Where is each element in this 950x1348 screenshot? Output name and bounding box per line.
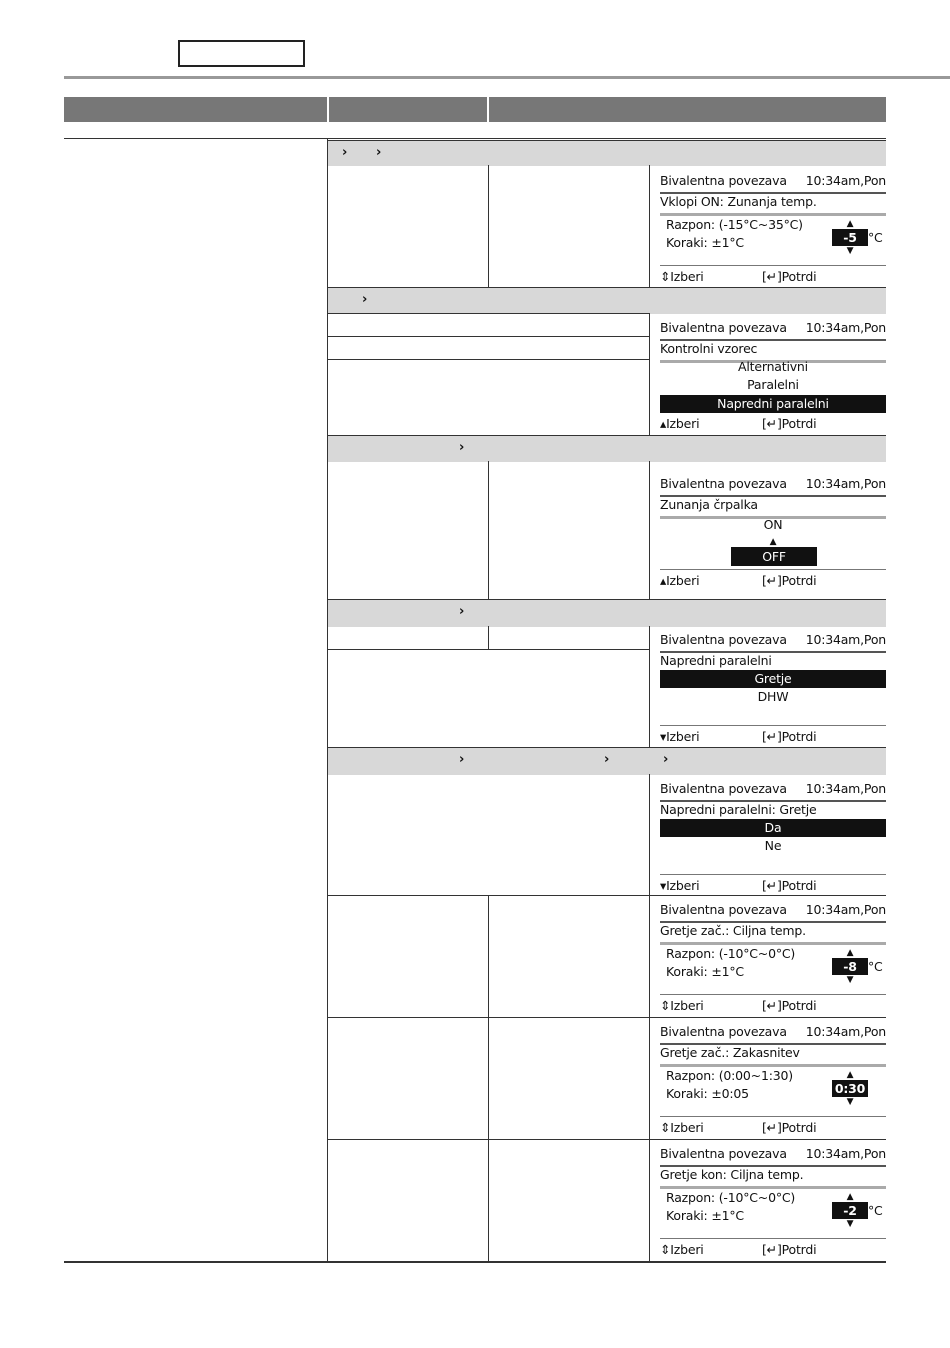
section-band-5: [328, 747, 886, 775]
screen-footer: [660, 265, 886, 286]
screen-subtitle: Gretje kon: Ciljna temp.: [660, 1165, 886, 1189]
option-item: Ne: [764, 838, 782, 853]
screen-title: Bivalentna povezava: [660, 902, 787, 917]
screen-header: [660, 1145, 886, 1167]
select-hint: ⇕Izberi: [660, 1120, 704, 1135]
screen-title: Bivalentna povezava: [660, 476, 787, 491]
confirm-hint: [↵]Potrdi: [762, 1242, 817, 1257]
col-divider: [649, 313, 650, 435]
screen-time: 10:34am,Pon: [805, 173, 886, 188]
section-band-4: [328, 599, 886, 627]
screen-footer: [660, 1116, 886, 1137]
screen-subtitle: Vklopi ON: Zunanja temp.: [660, 192, 886, 216]
screen-subtitle: Zunanja črpalka: [660, 495, 886, 519]
table-header-divider-2: [487, 97, 489, 122]
chevron-right-icon: ›: [459, 604, 465, 619]
unit-label: °C: [868, 1203, 883, 1218]
table-header-bar: [64, 97, 886, 122]
down-arrow-icon: ▼: [846, 1097, 854, 1107]
option-item: Alternativni: [738, 359, 808, 374]
screen-title: Bivalentna povezava: [660, 781, 787, 796]
screen-time: 10:34am,Pon: [805, 632, 886, 647]
option-item: ON: [763, 517, 783, 532]
header-label-box: [178, 40, 305, 67]
option-item-selected: Gretje: [660, 670, 886, 688]
lcd-screen-control-pattern: [660, 319, 886, 433]
select-hint: ⇕Izberi: [660, 269, 704, 284]
chevron-right-icon: ›: [342, 145, 348, 160]
down-arrow-icon: ▼: [846, 975, 854, 985]
screen-header: [660, 172, 886, 194]
unit-label: °C: [868, 959, 883, 974]
chevron-right-icon: ›: [362, 292, 368, 307]
lcd-screen-heating-start-delay: [660, 1023, 886, 1135]
option-item-selected: Da: [660, 819, 886, 837]
option-item: Paralelni: [747, 377, 799, 392]
up-arrow-icon: ▲: [846, 219, 854, 229]
table-top-rule: [64, 138, 886, 139]
screen-subtitle: Kontrolni vzorec: [660, 339, 886, 363]
confirm-hint: [↵]Potrdi: [762, 573, 817, 588]
range-text: Razpon: (-15°C~35°C): [666, 217, 803, 232]
screen-time: 10:34am,Pon: [805, 902, 886, 917]
lcd-screen-adv-parallel-heating: [660, 780, 886, 892]
unit-label: °C: [868, 230, 883, 245]
up-arrow-icon: ▲: [769, 537, 777, 547]
row-rule: [328, 1139, 886, 1140]
screen-time: 10:34am,Pon: [805, 1146, 886, 1161]
step-text: Koraki: ±1°C: [666, 1208, 744, 1223]
lcd-screen-outdoor-temp: [660, 172, 886, 284]
chevron-right-icon: ›: [376, 145, 382, 160]
value-box: -8: [832, 958, 868, 975]
screen-title: Bivalentna povezava: [660, 1146, 787, 1161]
screen-subtitle: Napredni paralelni: Gretje: [660, 800, 886, 824]
lcd-screen-external-pump: [660, 475, 886, 589]
lcd-screen-heating-end-target: [660, 1145, 886, 1257]
col-divider: [488, 461, 489, 599]
step-text: Koraki: ±0:05: [666, 1086, 749, 1101]
screen-time: 10:34am,Pon: [805, 320, 886, 335]
section-band-2: [328, 287, 886, 314]
confirm-hint: [↵]Potrdi: [762, 998, 817, 1013]
up-arrow-icon: ▲: [846, 948, 854, 958]
select-hint: ▾Izberi: [660, 729, 700, 744]
chevron-right-icon: ›: [459, 440, 465, 455]
step-text: Koraki: ±1°C: [666, 964, 744, 979]
screen-time: 10:34am,Pon: [805, 1024, 886, 1039]
select-hint: ▾Izberi: [660, 878, 700, 893]
screen-header: [660, 475, 886, 497]
screen-footer: [660, 1238, 886, 1259]
value-box: -5: [832, 229, 868, 246]
col-divider: [649, 626, 650, 747]
range-text: Razpon: (0:00~1:30): [666, 1068, 793, 1083]
confirm-hint: [↵]Potrdi: [762, 729, 817, 744]
screen-footer: [660, 569, 886, 590]
top-rule: [64, 76, 950, 79]
value-box: -2: [832, 1202, 868, 1219]
chevron-right-icon: ›: [663, 752, 669, 767]
chevron-right-icon: ›: [459, 752, 465, 767]
row-rule: [328, 336, 650, 337]
row-rule: [328, 313, 650, 314]
confirm-hint: [↵]Potrdi: [762, 416, 817, 431]
confirm-hint: [↵]Potrdi: [762, 1120, 817, 1135]
screen-header: [660, 1023, 886, 1045]
row-rule: [328, 649, 650, 650]
select-hint: ▴Izberi: [660, 416, 700, 431]
col-divider: [488, 165, 489, 287]
screen-subtitle: Gretje zač.: Ciljna temp.: [660, 921, 886, 945]
value-box: 0:30: [832, 1080, 868, 1097]
screen-header: [660, 319, 886, 341]
row-rule: [328, 1017, 886, 1018]
confirm-hint: [↵]Potrdi: [762, 878, 817, 893]
lcd-screen-advanced-parallel: [660, 631, 886, 745]
select-hint: ▴Izberi: [660, 573, 700, 588]
step-text: Koraki: ±1°C: [666, 235, 744, 250]
lcd-screen-heating-start-target: [660, 901, 886, 1013]
screen-subtitle: Napredni paralelni: [660, 651, 886, 675]
col-divider: [649, 461, 650, 599]
range-text: Razpon: (-10°C~0°C): [666, 946, 796, 961]
confirm-hint: [↵]Potrdi: [762, 269, 817, 284]
screen-header: [660, 901, 886, 923]
screen-header: [660, 780, 886, 802]
screen-footer: [660, 994, 886, 1015]
option-item: DHW: [757, 689, 789, 704]
screen-subtitle: Gretje zač.: Zakasnitev: [660, 1043, 886, 1067]
select-hint: ⇕Izberi: [660, 998, 704, 1013]
chevron-right-icon: ›: [604, 752, 610, 767]
screen-time: 10:34am,Pon: [805, 781, 886, 796]
option-item-selected: OFF: [731, 547, 817, 566]
screen-time: 10:34am,Pon: [805, 476, 886, 491]
select-hint: ⇕Izberi: [660, 1242, 704, 1257]
col-divider: [649, 774, 650, 1261]
up-arrow-icon: ▲: [846, 1192, 854, 1202]
section-band-1: [328, 140, 886, 166]
down-arrow-icon: ▼: [846, 246, 854, 256]
screen-title: Bivalentna povezava: [660, 173, 787, 188]
screen-title: Bivalentna povezava: [660, 1024, 787, 1039]
col-divider: [488, 626, 489, 649]
col-divider: [488, 895, 489, 1261]
section-band-3: [328, 435, 886, 462]
up-arrow-icon: ▲: [846, 1070, 854, 1080]
table-header-divider-1: [327, 97, 329, 122]
range-text: Razpon: (-10°C~0°C): [666, 1190, 796, 1205]
screen-header: [660, 631, 886, 653]
screen-footer: [660, 413, 886, 433]
screen-title: Bivalentna povezava: [660, 632, 787, 647]
screen-footer: [660, 725, 886, 746]
col-divider: [649, 165, 650, 287]
option-item-selected: Napredni paralelni: [660, 395, 886, 413]
screen-footer: [660, 874, 886, 895]
down-arrow-icon: ▼: [846, 1219, 854, 1229]
table-bottom-rule: [64, 1261, 886, 1263]
screen-title: Bivalentna povezava: [660, 320, 787, 335]
row-rule: [328, 359, 650, 360]
